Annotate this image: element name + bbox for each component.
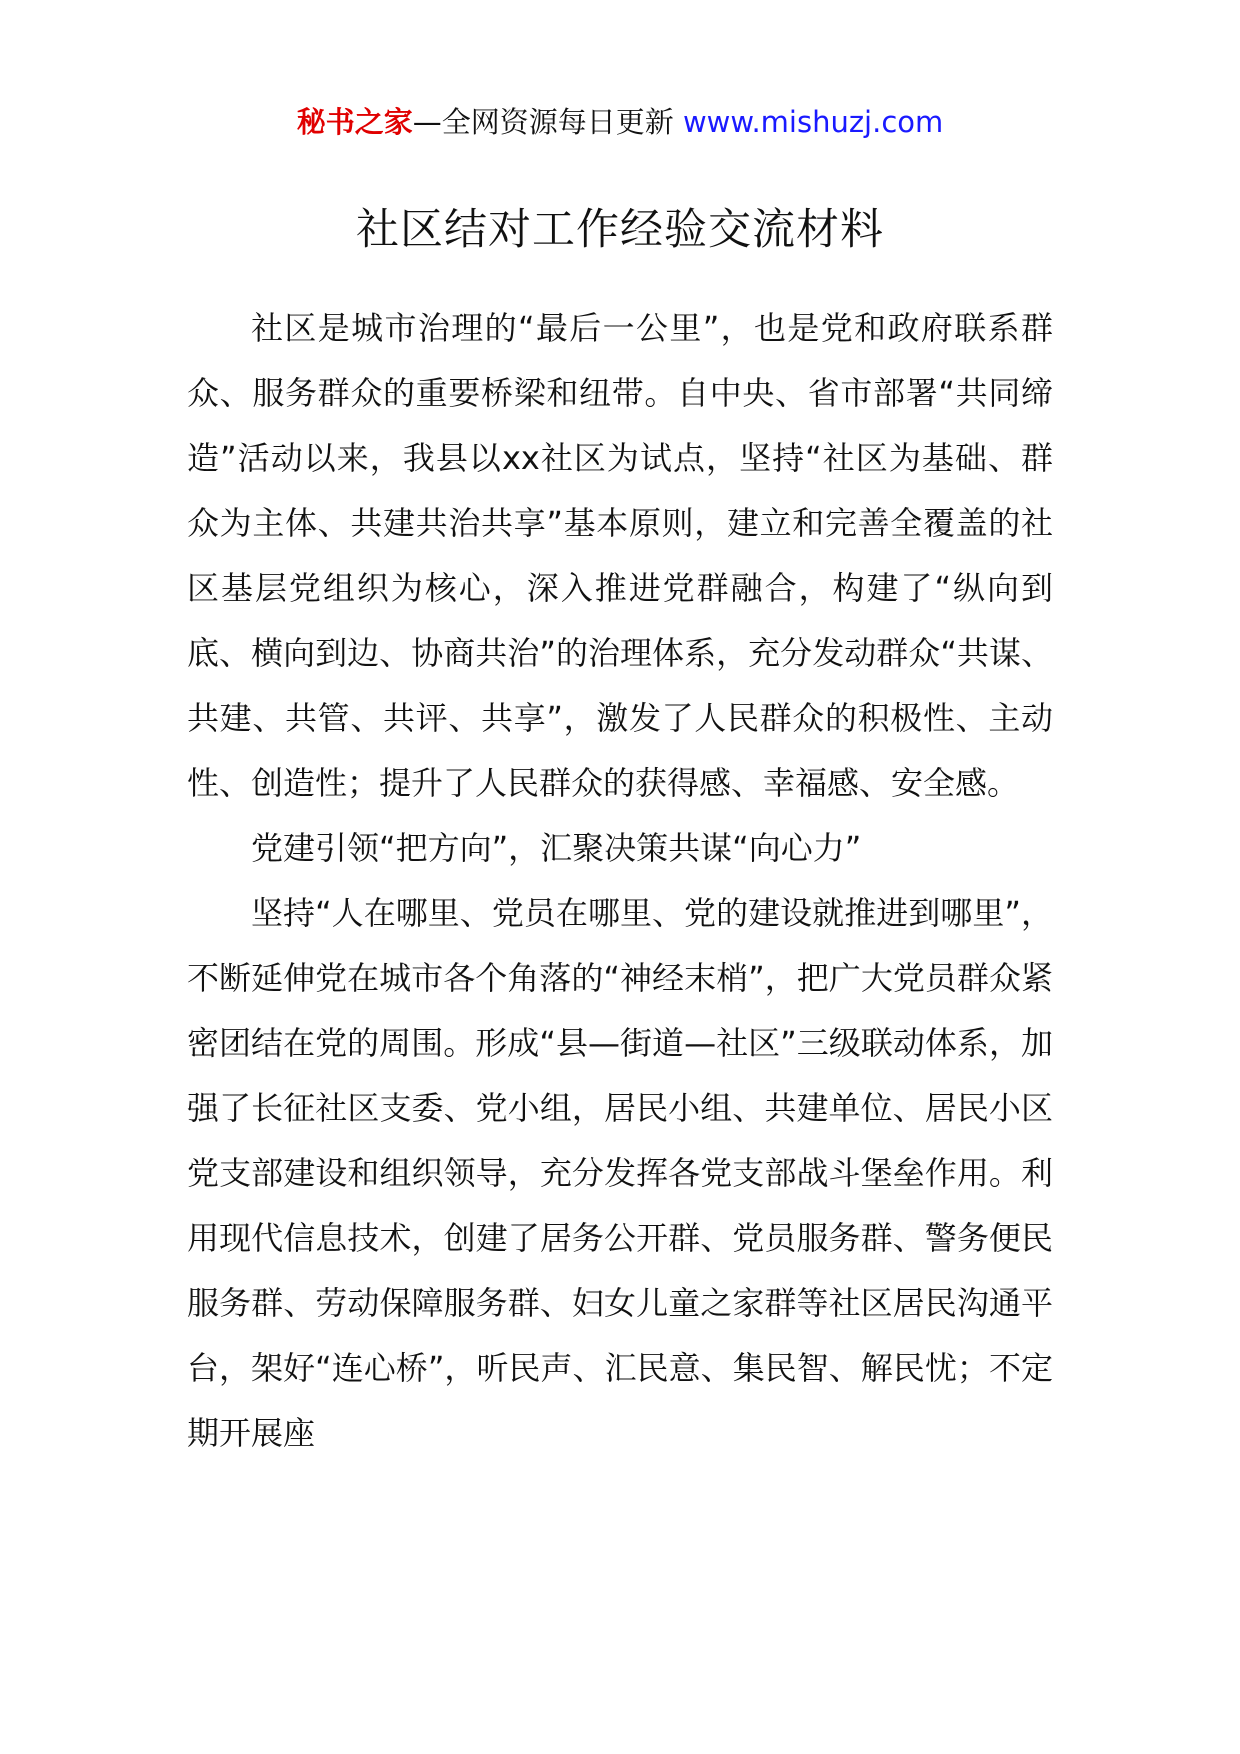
section-heading: 党建引领“把方向”，汇聚决策共谋“向心力” <box>251 829 862 867</box>
document-body <box>187 296 1053 1466</box>
site-header <box>0 100 1240 144</box>
site-url-link[interactable]: www.mishuzj.com <box>682 105 944 139</box>
section-paragraph: 坚持“人在哪里、党员在哪里、党的建设就推进到哪里”，不断延伸党在城市各个角落的“神经末梢”，把广大党员群众紧密团结在党的周围。形成“县—街道—社区”三级联动体系，加强了长征社区支委、党小组，居民小组、共建单位、居民小区党支部建设和组织领导，充分发挥各党支部战斗堡垒作用。利用现代信息技术，创建了居务公开群、党员服务群、警务便民服务群、劳动保障服务群、妇女儿童之家群等社区居民沟通平台，架好“连心桥”，听民声、汇民意、集民智、解民忧；不定期开展座 <box>187 894 1053 1452</box>
document-title: 社区结对工作经验交流材料 <box>356 205 884 255</box>
intro-paragraph: 社区是城市治理的“最后一公里”，也是党和政府联系群众、服务群众的重要桥梁和纽带。自中央、省市部署“共同缔造”活动以来，我县以xx社区为试点，坚持“社区为基础、群众为主体、共建共治共享”基本原则，建立和完善全覆盖的社区基层党组织为核心，深入推进党群融合，构建了“纵向到底、横向到边、协商共治”的治理体系，充分发动群众“共谋、共建、共管、共评、共享”，激发了人民群众的积极性、主动性、创造性；提升了人民群众的获得感、幸福感、安全感。 <box>187 309 1053 802</box>
brand-name: 秘书之家 <box>296 105 413 139</box>
header-tagline: —全网资源每日更新 <box>412 105 674 139</box>
